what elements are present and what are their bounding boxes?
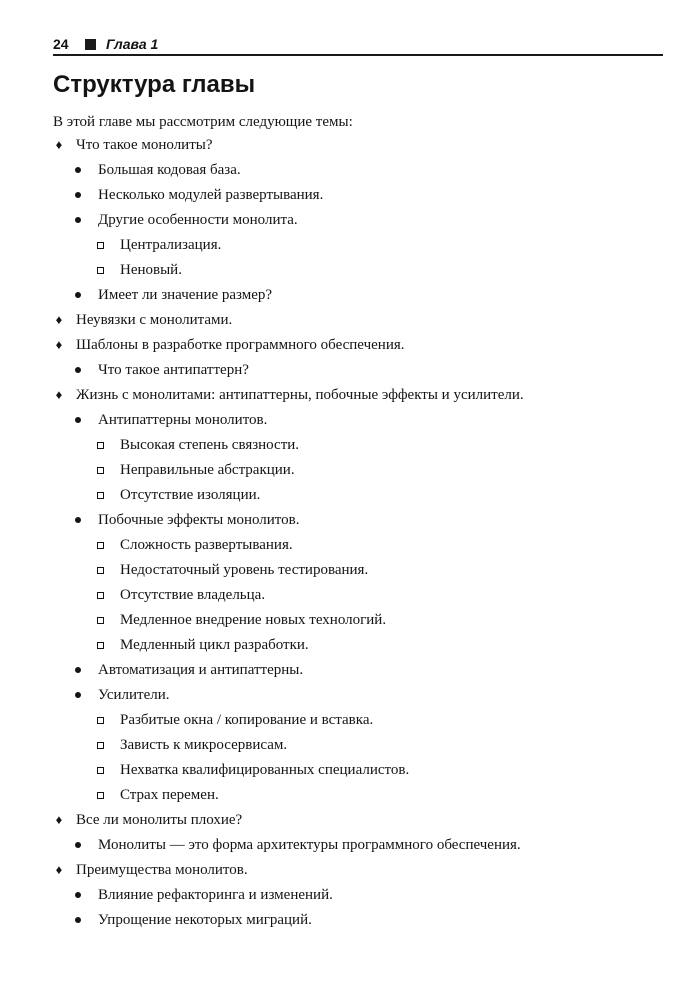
outline-item-level-3 <box>53 760 663 785</box>
round-bullet-icon <box>75 192 81 198</box>
outline-item-text: Усилители. <box>98 687 170 703</box>
outline-item-text: Неправильные абстракции. <box>120 462 295 478</box>
outline-item-level-3 <box>53 535 663 560</box>
section-title: Структура главы <box>53 71 256 98</box>
square-bullet-icon <box>97 567 104 574</box>
outline-item-text: Все ли монолиты плохие? <box>76 812 243 828</box>
outline-item-level-1 <box>53 810 663 835</box>
outline-item-level-2 <box>53 885 663 910</box>
outline-item-level-1 <box>53 385 663 410</box>
outline-item-text: Неновый. <box>120 262 182 278</box>
round-bullet-icon <box>75 917 81 923</box>
outline-item-text: Большая кодовая база. <box>98 162 241 178</box>
outline-item-text: Медленное внедрение новых технологий. <box>120 612 387 628</box>
outline-item-text: Нехватка квалифицированных специалистов. <box>120 762 410 778</box>
outline-item-text: Что такое антипаттерн? <box>98 362 249 378</box>
running-header <box>53 34 663 54</box>
round-bullet-icon <box>75 417 81 423</box>
outline-item-level-1 <box>53 310 663 335</box>
outline-item-level-2 <box>53 410 663 435</box>
outline-item-level-3 <box>53 260 663 285</box>
outline-item-text: Зависть к микросервисам. <box>120 737 288 753</box>
outline-item-text: Упрощение некоторых миграций. <box>98 912 312 928</box>
outline-item-text: Сложность развертывания. <box>120 537 293 553</box>
outline-item-text: Шаблоны в разработке программного обеспечения. <box>76 337 405 353</box>
square-bullet-icon <box>97 267 104 274</box>
round-bullet-icon <box>75 517 81 523</box>
outline-item-text: Автоматизация и антипаттерны. <box>98 662 304 678</box>
round-bullet-icon <box>75 692 81 698</box>
outline-item-text: Влияние рефакторинга и изменений. <box>98 887 333 903</box>
round-bullet-icon <box>75 217 81 223</box>
outline-item-text: Централизация. <box>120 237 222 253</box>
outline-item-level-3 <box>53 710 663 735</box>
square-bullet-icon <box>97 442 104 449</box>
round-bullet-icon <box>75 842 81 848</box>
outline-item-text: Имеет ли значение размер? <box>98 287 273 303</box>
outline-item-level-2 <box>53 685 663 710</box>
outline-item-text: Жизнь с монолитами: антипаттерны, побочные эффекты и усилители. <box>76 387 524 403</box>
outline-item-level-3 <box>53 460 663 485</box>
outline-item-level-3 <box>53 635 663 660</box>
round-bullet-icon <box>75 367 81 373</box>
square-bullet-icon <box>97 467 104 474</box>
outline-item-text: Антипаттерны монолитов. <box>98 412 268 428</box>
outline-item-text: Несколько модулей развертывания. <box>98 187 324 203</box>
outline-item-text: Другие особенности монолита. <box>98 212 298 228</box>
outline-item-level-3 <box>53 610 663 635</box>
intro-text: В этой главе мы рассмотрим следующие темы: <box>53 114 353 130</box>
outline-item-level-3 <box>53 585 663 610</box>
outline-item-level-3 <box>53 485 663 510</box>
outline-item-text: Страх перемен. <box>120 787 219 803</box>
outline-item-level-2 <box>53 910 663 935</box>
outline-item-text: Монолиты — это форма архитектуры программного обеспечения. <box>98 837 521 853</box>
square-bullet-icon <box>97 492 104 499</box>
topic-outline <box>53 135 663 935</box>
outline-item-level-2 <box>53 360 663 385</box>
outline-item-level-1 <box>53 135 663 160</box>
outline-item-level-2 <box>53 160 663 185</box>
diamond-bullet-icon: ♦ <box>55 137 63 152</box>
outline-item-text: Неувязки с монолитами. <box>76 312 233 328</box>
page-number: 24 <box>53 36 69 52</box>
header-rule <box>53 54 663 56</box>
outline-item-text: Побочные эффекты монолитов. <box>98 512 300 528</box>
outline-item-level-2 <box>53 185 663 210</box>
square-bullet-icon <box>97 742 104 749</box>
round-bullet-icon <box>75 667 81 673</box>
round-bullet-icon <box>75 167 81 173</box>
black-square-icon <box>85 39 96 50</box>
diamond-bullet-icon: ♦ <box>55 312 63 327</box>
square-bullet-icon <box>97 617 104 624</box>
outline-item-text: Медленный цикл разработки. <box>120 637 309 653</box>
outline-item-level-2 <box>53 835 663 860</box>
outline-item-level-3 <box>53 560 663 585</box>
outline-item-text: Высокая степень связности. <box>120 437 300 453</box>
square-bullet-icon <box>97 792 104 799</box>
outline-item-text: Отсутствие владельца. <box>120 587 266 603</box>
square-bullet-icon <box>97 767 104 774</box>
outline-item-level-3 <box>53 235 663 260</box>
square-bullet-icon <box>97 642 104 649</box>
diamond-bullet-icon: ♦ <box>55 862 63 877</box>
outline-item-text: Преимущества монолитов. <box>76 862 248 878</box>
outline-item-text: Отсутствие изоляции. <box>120 487 261 503</box>
square-bullet-icon <box>97 717 104 724</box>
outline-item-text: Что такое монолиты? <box>76 137 213 153</box>
square-bullet-icon <box>97 542 104 549</box>
diamond-bullet-icon: ♦ <box>55 337 63 352</box>
outline-item-level-2 <box>53 210 663 235</box>
outline-item-level-2 <box>53 660 663 685</box>
square-bullet-icon <box>97 592 104 599</box>
outline-item-level-3 <box>53 785 663 810</box>
round-bullet-icon <box>75 292 81 298</box>
outline-item-level-2 <box>53 285 663 310</box>
outline-item-level-1 <box>53 335 663 360</box>
outline-item-level-2 <box>53 510 663 535</box>
diamond-bullet-icon: ♦ <box>55 387 63 402</box>
square-bullet-icon <box>97 242 104 249</box>
diamond-bullet-icon: ♦ <box>55 812 63 827</box>
round-bullet-icon <box>75 892 81 898</box>
outline-item-level-1 <box>53 860 663 885</box>
chapter-label: Глава 1 <box>106 36 159 52</box>
outline-item-text: Недостаточный уровень тестирования. <box>120 562 369 578</box>
outline-item-level-3 <box>53 735 663 760</box>
outline-item-level-3 <box>53 435 663 460</box>
outline-item-text: Разбитые окна / копирование и вставка. <box>120 712 374 728</box>
